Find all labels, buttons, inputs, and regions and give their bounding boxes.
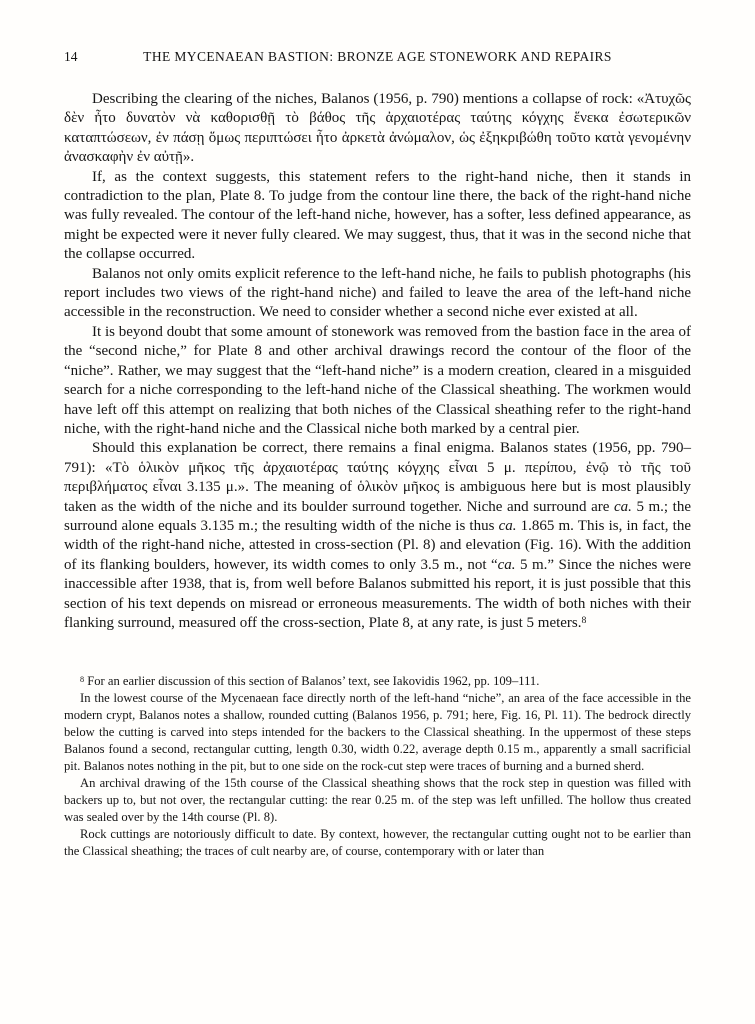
text-run: It is beyond doubt that some amount of stonework was removed from the bastion face in the area of the “second niche,” for Plate 8 and other archival drawings record the contour of the floor of the “niche”. Rather, we may suggest that the “left-hand niche” is a modern creation, cleared in a misguided search for a niche corresponding to the left-hand niche of the Classical sheathing. The workmen would have left off this attempt on realizing that both niches of the Classical sheathing refer to the right-hand niche, with the right-hand niche and the Classical niche both marked by a central pier. — [64, 323, 691, 437]
body-text — [64, 90, 691, 633]
text-run: An archival drawing of the 15th course of the Classical sheathing shows that the rock step in question was filled with backers up to, but not over, the rectangular cutting: the rear 0.25 m. of the step was left unfilled. The hollow thus created was sealed over by the 14th course (Pl. 8). — [64, 776, 691, 825]
text-run: If, as the context suggests, this statement refers to the right-hand niche, then it stands in contradiction to the plan, Plate 8. To judge from the contour line there, the back of the right-hand niche was fully revealed. The contour of the left-hand niche, however, has a softer, less defined appearance, as might be expected were it never fully cleared. We may suggest, thus, that it was in the second niche that the collapse occurred. — [64, 168, 691, 263]
text-run: Rock cuttings are notoriously difficult to date. By context, however, the rectangular cutting ought not to be earlier than the Classical sheathing; the traces of cult nearby are, of course, contemporary with or later than — [64, 827, 691, 859]
text-run: Describing the clearing of the niches, Balanos (1956, p. 790) mentions a collapse of rock: «Ἀτυχῶς δὲν ἦτο δυνατὸν νὰ καθορισθῇ τὸ βάθος τῆς ἀρχαιοτέρας ταύτης κόγχης ἕνεκα ἐσωτερικῶν καταπτώσεων, ἐν πάσῃ ὅμως περιπτώσει ἦτο ἀρκετὰ ἀνώμαλον, ὡς ἐξηκριβώθη τοῦτο κατὰ γενομένην ἀνασκαφὴν ἐν αὐτῇ». — [64, 91, 691, 166]
paragraph — [64, 90, 691, 168]
text-run: ca. — [497, 556, 516, 573]
text-run: 5 m.” Since the niches were inaccessible after 1938, that is, from well before Balanos submitted his report, it is just possible that this section of his text depends on misread or erroneous measurements. The width of both niches with their flanking surround, measured off the cross-section, Plate 8, at any rate, is just 5 meters. — [64, 556, 691, 631]
running-header — [64, 48, 691, 66]
paragraph — [64, 775, 691, 826]
paragraph — [64, 690, 691, 775]
footnotes-section — [64, 673, 691, 860]
footnote-marker: 8 — [80, 674, 85, 684]
paragraph — [64, 265, 691, 323]
paragraph — [64, 439, 691, 633]
text-run: ca. — [613, 498, 632, 515]
page-number: 14 — [64, 49, 78, 64]
text-run: 5 m.; the surround alone equals 3.135 m.; the resulting width of the niche is thus — [64, 498, 691, 534]
text-run: In the lowest course of the Mycenaean face directly north of the left-hand “niche”, an area of the face accessible in the modern crypt, Balanos notes a shallow, rounded cutting (Balanos 1956, p. 791; here, Fig. 16, Pl. 11). The bedrock directly below the cutting is carved into steps intended for the backers to the Classical sheathing. In the uppermost of these steps Balanos found a second, rectangular cutting, length 0.30, width 0.22, average depth 0.15 m., apparently a small sacrificial pit. Balanos notes nothing in the pit, but to one side on the rock-cut step were traces of burning and a burned sherd. — [64, 691, 691, 774]
running-title: THE MYCENAEAN BASTION: BRONZE AGE STONEWORK AND REPAIRS — [143, 49, 612, 64]
text-run: Should this explanation be correct, there remains a final enigma. Balanos states (1956, pp. 790–791): «Τὸ ὁλικὸν μῆκος τῆς ἀρχαιοτέρας ταύτης κόγχης εἶναι 5 μ. περίπου, ἐνῷ τὸ τῆς τοῦ περιβλήματος εἶναι 3.135 μ.». The meaning of ὁλικὸν μῆκος is ambiguous here but is most plausibly taken as the width of the niche and its boulder surround together. Niche and surround are — [64, 440, 691, 515]
paragraph — [64, 826, 691, 860]
text-run: ca. — [498, 517, 517, 534]
paragraph — [64, 168, 691, 265]
text-run: Balanos not only omits explicit reference to the left-hand niche, he fails to publish photographs (his report includes two views of the right-hand niche) and failed to leave the area of the left-hand niche accessible in the reconstruction. We need to consider whether a second niche ever existed at all. — [64, 265, 691, 321]
footnote-marker: 8 — [581, 614, 587, 626]
paragraph — [64, 673, 691, 690]
paragraph — [64, 323, 691, 439]
text-run: For an earlier discussion of this section of Balanos’ text, see Iakovidis 1962, pp. 109–111. — [84, 674, 540, 689]
text-run: 1.865 m. This is, in fact, the width of the right-hand niche, attested in cross-section (Pl. 8) and elevation (Fig. 16). With the addition of its flanking boulders, however, its width comes to only 3.5 m., not “ — [64, 517, 691, 573]
